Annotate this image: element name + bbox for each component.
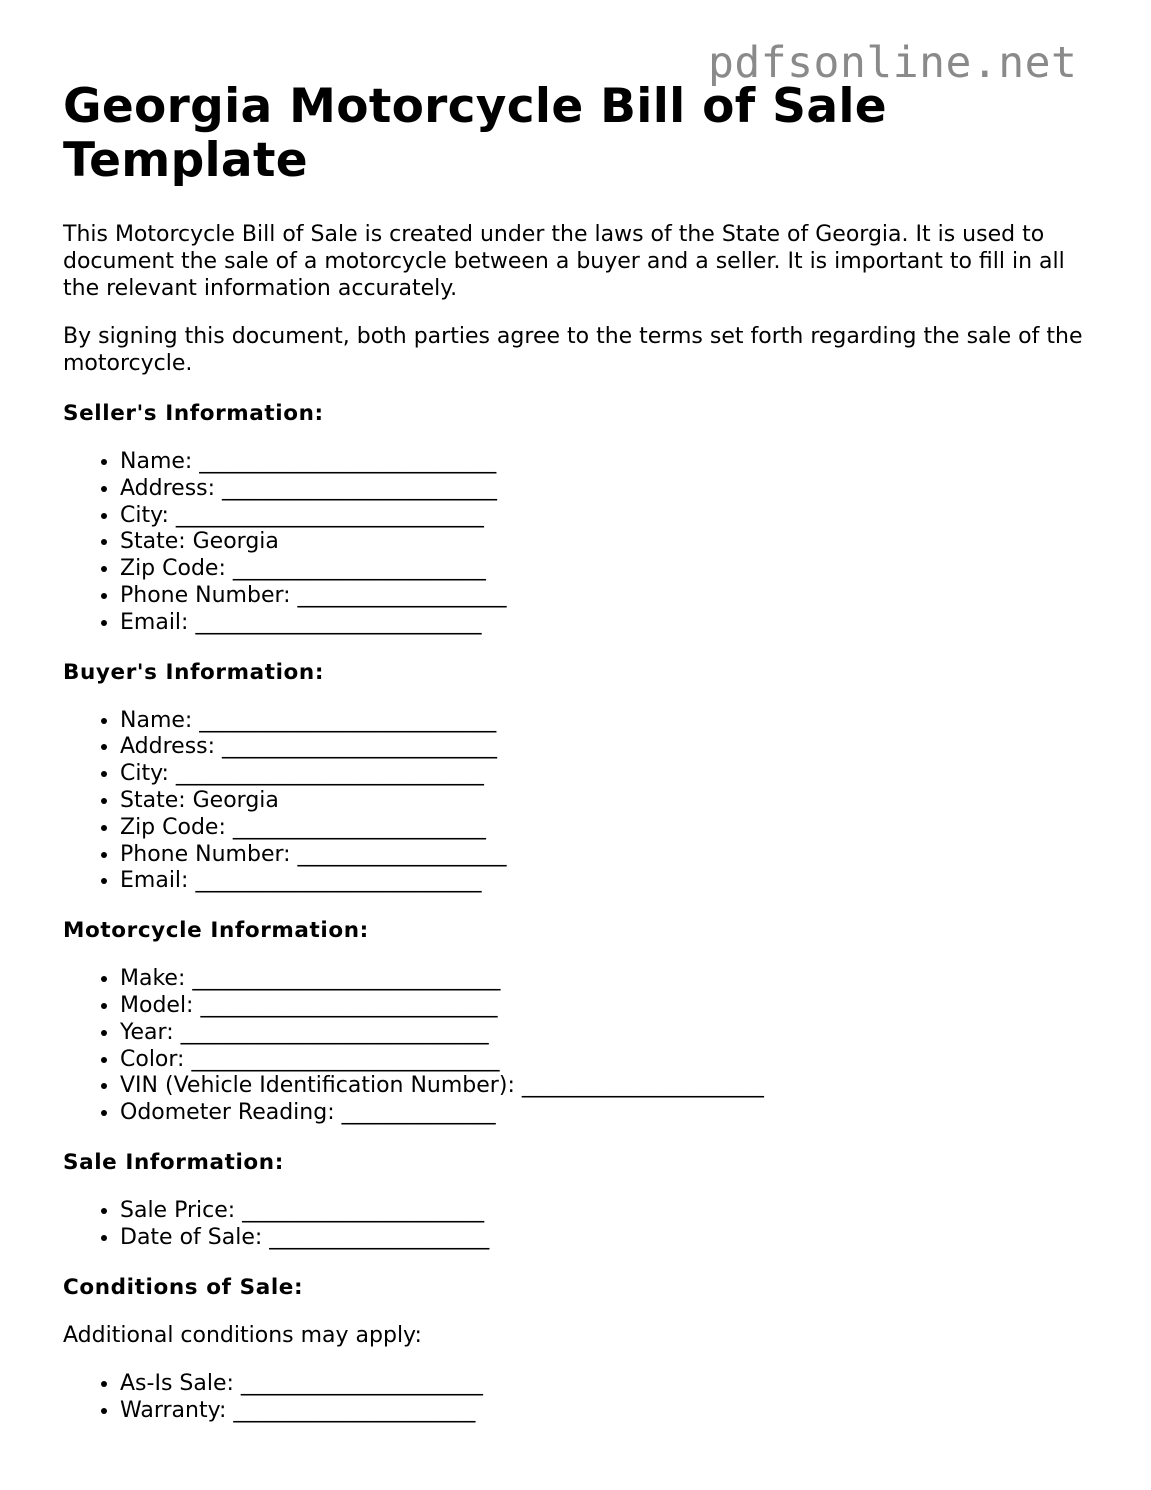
sale-heading: Sale Information: <box>63 1149 284 1175</box>
seller-heading: Seller's Information: <box>63 400 324 426</box>
motorcycle-heading: Motorcycle Information: <box>63 918 369 944</box>
buyer-name-field: • Name: ___________________________ <box>120 708 1093 735</box>
motorcycle-list <box>63 966 1093 1127</box>
buyer-email-field: • Email: __________________________ <box>120 868 1093 895</box>
buyer-heading: Buyer's Information: <box>63 659 325 685</box>
conditions-note: Additional conditions may apply: <box>63 1322 422 1348</box>
seller-name-field: • Name: ___________________________ <box>120 449 1093 476</box>
agreement-paragraph: By signing this document, both parties agree to the terms set forth regarding the sale of the motorcycle. <box>63 324 1083 377</box>
vin-field: • VIN (Vehicle Identification Number): ______________________ <box>120 1073 1093 1100</box>
sale-date-field: • Date of Sale: ____________________ <box>120 1225 1093 1252</box>
make-field: • Make: ____________________________ <box>120 966 1093 993</box>
buyer-city-field: • City: ____________________________ <box>120 761 1093 788</box>
watermark: pdfsonline.net <box>708 38 1078 88</box>
seller-zip-field: • Zip Code: _______________________ <box>120 556 1093 583</box>
buyer-address-field: • Address: _________________________ <box>120 734 1093 761</box>
color-field: • Color: ____________________________ <box>120 1047 1093 1074</box>
sale-price-field: • Sale Price: ______________________ <box>120 1198 1093 1225</box>
odometer-field: • Odometer Reading: ______________ <box>120 1100 1093 1127</box>
conditions-heading: Conditions of Sale: <box>63 1274 304 1300</box>
buyer-phone-field: • Phone Number: ___________________ <box>120 842 1093 869</box>
page-title: Georgia Motorcycle Bill of Sale Template <box>63 79 887 188</box>
sale-list <box>63 1198 1093 1252</box>
conditions-list <box>63 1371 1093 1425</box>
seller-city-field: • City: ____________________________ <box>120 503 1093 530</box>
intro-paragraph: This Motorcycle Bill of Sale is created under the laws of the State of Georgia. It is used to document the sale of a motorcycle between a buyer and a seller. It is important to fill in all the relevant information accurately. <box>63 222 1065 301</box>
buyer-list <box>63 708 1093 896</box>
seller-list <box>63 449 1093 637</box>
seller-state-field: • State: Georgia <box>120 529 1093 556</box>
as-is-field: • As-Is Sale: ______________________ <box>120 1371 1093 1398</box>
buyer-state-field: • State: Georgia <box>120 788 1093 815</box>
seller-phone-field: • Phone Number: ___________________ <box>120 583 1093 610</box>
year-field: • Year: ____________________________ <box>120 1020 1093 1047</box>
seller-email-field: • Email: __________________________ <box>120 610 1093 637</box>
warranty-field: • Warranty: ______________________ <box>120 1398 1093 1425</box>
document-body <box>63 80 1093 1447</box>
seller-address-field: • Address: _________________________ <box>120 476 1093 503</box>
model-field: • Model: ___________________________ <box>120 993 1093 1020</box>
buyer-zip-field: • Zip Code: _______________________ <box>120 815 1093 842</box>
